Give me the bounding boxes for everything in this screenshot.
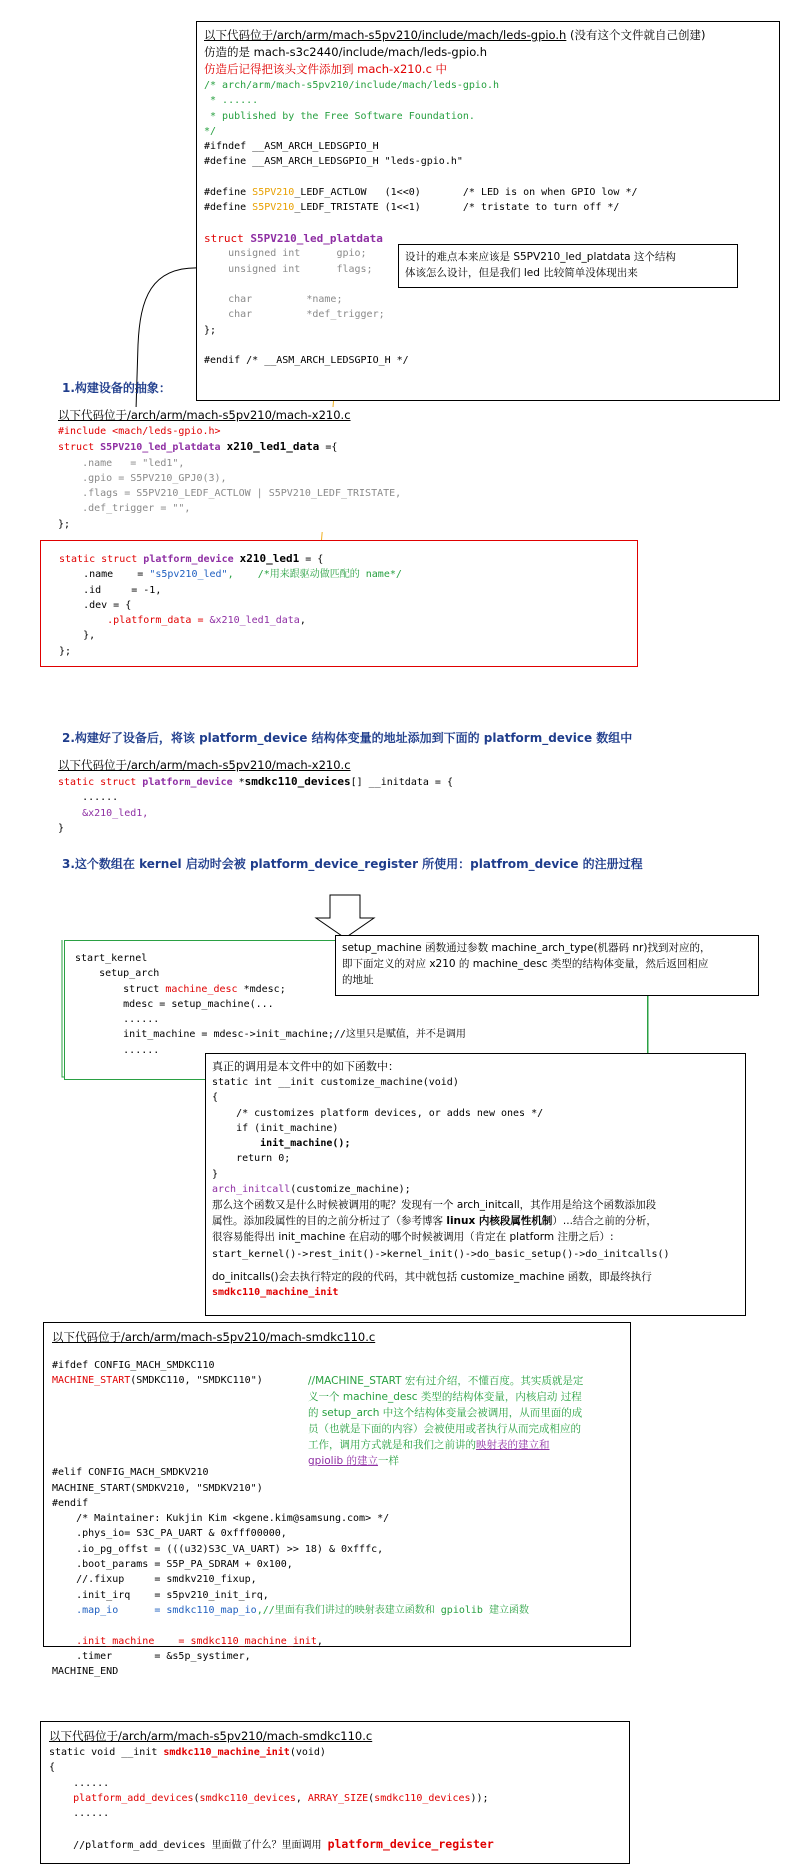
machine-start-comment: //MACHINE_START 宏有过介绍，不懂百度。其实质就是定 义一个 machine_desc 类型的结构体变量，内核启动 过程 的 setup_arch 中这个结构体变量会被调用，从而里面的成 员（也就是下面的内容）会被使用或者执行从而完成相应的 工作，调用方式就是和我们之前讲的映射表的建立和 gpiolib 的建立一样 [308,1375,584,1468]
file-location: 以下代码位于/arch/arm/mach-s5pv210/mach-x210.c [58,758,351,772]
struct-decl-line: struct S5PV210_led_platdata [204,231,383,245]
code-line: #define __ASM_ARCH_LEDSGPIO_H "leds-gpio.h" [204,156,463,168]
code-line: { [212,1092,219,1104]
code-line: #elif CONFIG_MACH_SMDKV210 [52,1467,209,1479]
code-line: }, [59,630,96,642]
code-line: MACHINE_START(SMDKV210, "SMDKV210") [52,1482,263,1494]
code-line: .flags = S5PV210_LEDF_ACTLOW | S5PV210_LEDF_TRISTATE, [58,488,402,500]
include-line: #include <mach/leds-gpio.h> [58,426,221,437]
code-line: /* customizes platform devices, or adds new ones */ [212,1107,544,1119]
text-line: 很容易能得出 init_machine 在启动的哪个时候被调用（肯定在 platform 注册之后）: [212,1231,614,1244]
mach-x210-led-data [58,407,618,532]
file-location: 以下代码位于/arch/arm/mach-s5pv210/mach-smdkc110.c [52,1330,376,1344]
devices-array [58,757,618,836]
comment-line: * published by the Free Software Foundation. [204,110,475,122]
code-line: arch_initcall(customize_machine); [212,1184,411,1196]
code-line: .timer = &s5p_systimer, [52,1650,251,1662]
code-line: .name = "led1", [58,457,185,469]
code-line: .platform_data = &x210_led1_data, [59,615,306,627]
code-line: #ifdef CONFIG_MACH_SMDKC110 [52,1360,215,1371]
code-line: ...... [49,1808,110,1820]
setup-machine-note: setup_machine 函数通过参数 machine_arch_type(机器码 nr)找到对应的， 即下面定义的对应 x210 的 machine_desc 类型的结构体变量，然后返回相应 的地址 [335,935,759,996]
step-1-heading: 1.构建设备的抽象： [62,381,171,395]
imitate-note: 仿造的是 mach-s3c2440/include/mach/leds-gpio.h [204,45,487,59]
file-location-note: (没有这个文件就自己创建) [566,28,706,42]
code-line: static void __init smdkc110_machine_init(void) [49,1747,326,1758]
code-line: static struct platform_device x210_led1 = { [59,552,324,565]
code-line: //.fixup = smdkv210_fixup, [52,1574,257,1586]
link-mapping-table[interactable]: 映射表的建立和 [476,1439,550,1452]
comment-line: * ...... [204,95,259,107]
remember-note: 仿造后记得把该头文件添加到 mach-x210.c 中 [204,62,448,76]
code-line: struct S5PV210_led_platdata x210_led1_data ={ [58,440,338,454]
code-line: MACHINE_END [52,1666,119,1678]
design-note: 设计的难点本来应该是 S5PV210_led_platdata 这个结构 体该怎么设计，但是我们 led 比较简单没体现出来 [398,244,738,288]
code-line: .dev = { [59,599,132,611]
text-line: 属性。添加段属性的目的之前分析过了（参考博客 linux 内核段属性机制）...结合之前的分析， [212,1215,657,1228]
code-line: }; [59,645,72,657]
code-line: { [49,1762,56,1774]
code-line: ...... [49,1777,110,1789]
customize-machine-box [205,1053,746,1316]
code-line: &x210_led1, [58,807,149,819]
code-line: #define S5PV210_LEDF_ACTLOW (1<<0) /* LED is on when GPIO low */ [204,187,638,199]
down-arrow-icon [316,895,374,938]
code-line: ...... [58,792,119,804]
code-line: #define S5PV210_LEDF_TRISTATE (1<<1) /* tristate to turn off */ [204,202,620,214]
code-line: platform_add_devices(smdkc110_devices, ARRAY_SIZE(smdkc110_devices)); [73,1792,489,1804]
code-line: //platform_add_devices 里面做了什么？里面调用 platform_device_register [49,1836,494,1851]
code-line: start_kernel [75,953,148,964]
code-line: .init_machine = smdkc110_machine_init, [52,1635,323,1647]
code-line: unsigned int gpio; [204,248,367,260]
code-line: .io_pg_offst = (((u32)S3C_VA_UART) >> 18) & 0xfffc, [52,1543,384,1555]
code-line: start_kernel()->rest_init()->kernel_init()->do_basic_setup()->do_initcalls() [212,1249,670,1261]
code-line: char *name; [204,294,343,306]
code-line: .init_irq = s5pv210_init_irq, [52,1589,269,1601]
code-line: #ifndef __ASM_ARCH_LEDSGPIO_H [204,141,379,153]
code-line: .boot_params = S5P_PA_SDRAM + 0x100, [52,1559,293,1571]
code-line: init_machine = mdesc->init_machine;//这里只是赋值，并不是调用 [75,1029,466,1041]
text-line: 那么这个函数又是什么时候被调用的呢？发现有一个 arch_initcall，其作用是给这个函数添加段 [212,1199,657,1212]
code-line: setup_arch [75,968,160,980]
step-3-heading: 3.这个数组在 kernel 启动时会被 platform_device_register 所使用：platfrom_device 的注册过程 [62,857,643,871]
code-line: /* Maintainer: Kukjin Kim <kgene.kim@samsung.com> */ [52,1513,390,1525]
step-2-heading: 2.构建好了设备后，将该 platform_device 结构体变量的地址添加到下面的 platform_device 数组中 [62,731,633,745]
link-gpiolib[interactable]: gpiolib 的建立 [308,1455,379,1468]
text-line: 真正的调用是本文件中的如下函数中： [212,1060,399,1073]
text-line: do_initcalls()会去执行特定的段的代码，其中就包括 customize_machine 函数，即最终执行 [212,1270,652,1283]
code-line: mdesc = setup_machine(... [75,998,274,1010]
code-line: ...... [75,1044,160,1056]
code-line: unsigned int flags; [204,263,373,275]
code-line: struct machine_desc *mdesc; [75,983,286,995]
code-line: char *def_trigger; [204,309,385,321]
code-line: if (init_machine) [212,1122,339,1134]
file-location: 以下代码位于/arch/arm/mach-s5pv210/mach-smdkc110.c [49,1729,373,1743]
comment-line: */ [204,125,217,137]
code-line: .def_trigger = "", [58,503,191,515]
code-line: }; [204,324,217,336]
platform-device-box [40,540,638,667]
code-line: } [212,1168,219,1180]
code-line: ...... [75,1014,160,1026]
code-line: .id = -1, [59,584,162,596]
machine-start-box [43,1322,631,1678]
code-line: MACHINE_START(SMDKC110, "SMDKC110") [52,1375,263,1387]
machine-init-box [40,1721,630,1864]
code-line: #endif /* __ASM_ARCH_LEDSGPIO_H */ [204,355,409,367]
file-location: 以下代码位于/arch/arm/mach-s5pv210/mach-x210.c [58,408,351,422]
code-line: }; [58,518,71,530]
code-line: smdkc110_machine_init [212,1286,339,1298]
code-line: #endif [52,1497,89,1509]
code-line: init_machine(); [212,1138,351,1150]
file-location: 以下代码位于/arch/arm/mach-s5pv210/include/mach/leds-gpio.h [204,28,567,42]
code-line: } [58,822,65,834]
code-line: .name = "s5pv210_led", /*用来跟驱动做匹配的 name*/ [59,569,402,581]
code-line: static struct platform_device *smdkc110_devices[] __initdata = { [58,775,453,788]
code-line: .phys_io= S3C_PA_UART & 0xfff00000, [52,1528,287,1540]
code-line: return 0; [212,1153,291,1165]
code-line: .gpio = S5PV210_GPJ0(3), [58,472,227,484]
comment-line: /* arch/arm/mach-s5pv210/include/mach/leds-gpio.h [204,80,500,91]
code-line: .map_io = smdkc110_map_io,//里面有我们讲过的映射表建立函数和 gpiolib 建立函数 [52,1604,529,1616]
leds-gpio-header-box [196,21,780,401]
code-line: static int __init customize_machine(void) [212,1077,459,1088]
